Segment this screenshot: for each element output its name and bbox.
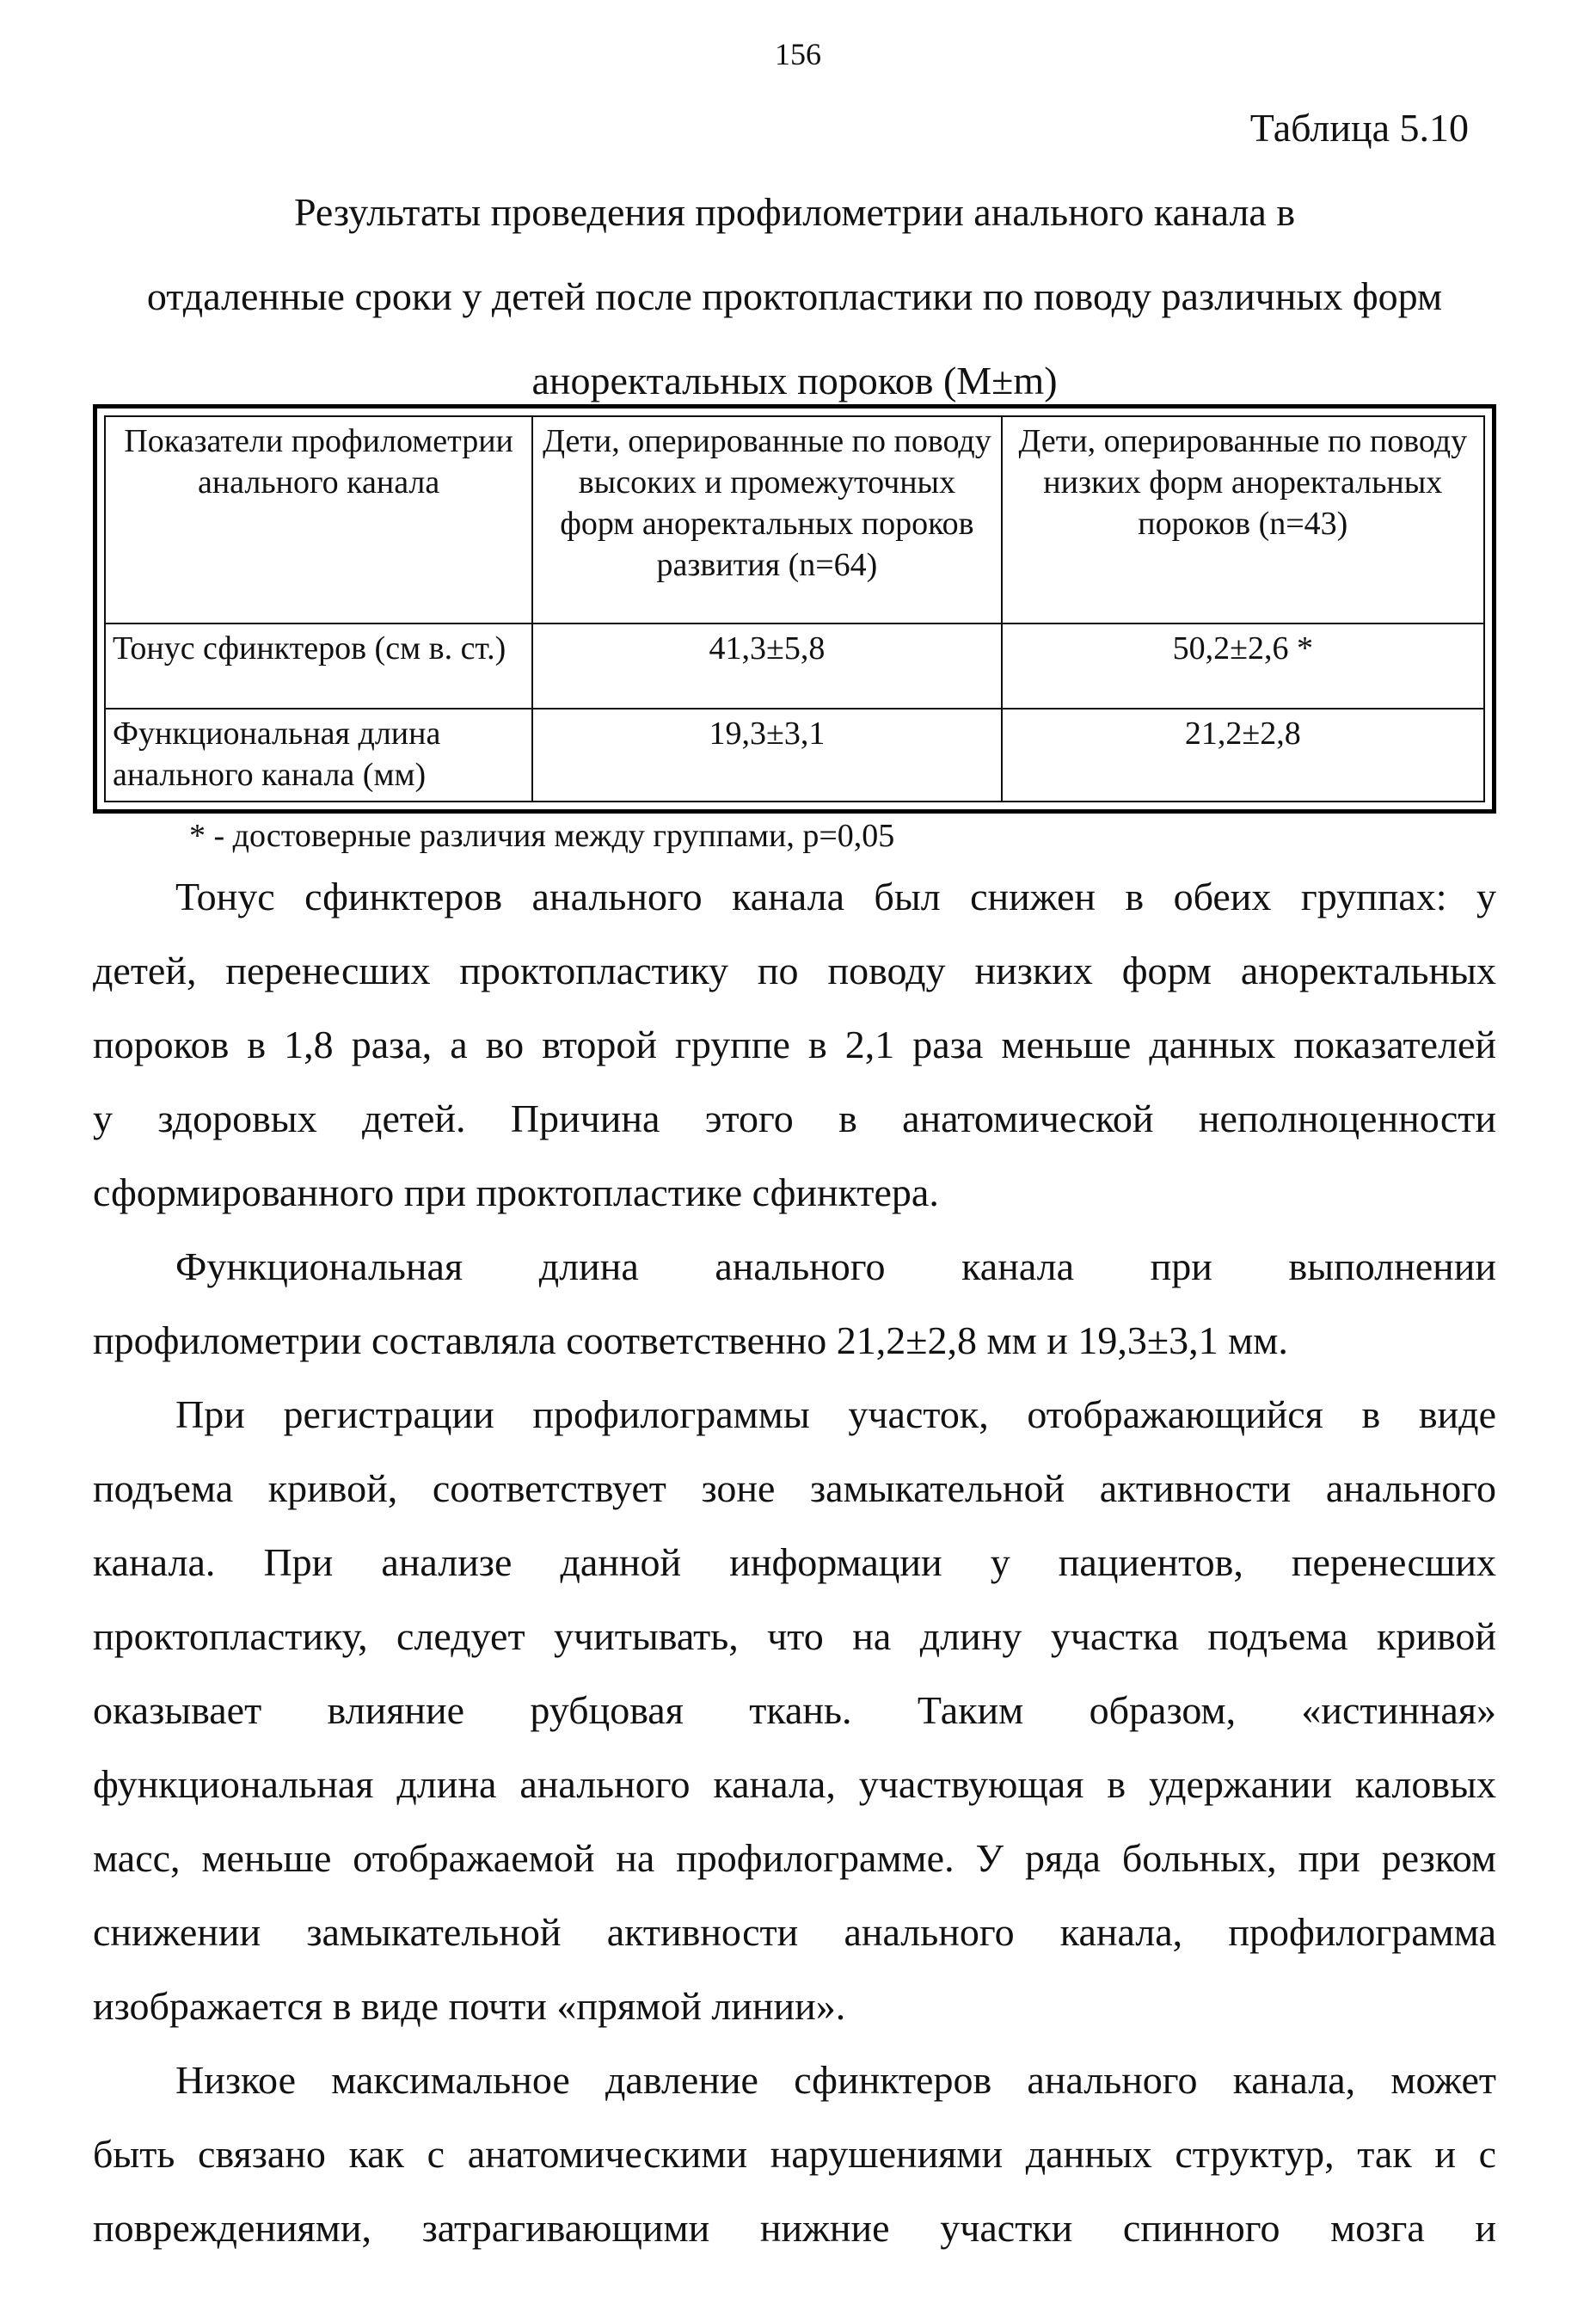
text-line: канала. При анализе данной информации у пациентов, перенесших xyxy=(93,1540,1496,1584)
results-table-frame xyxy=(93,404,1496,814)
text-line: снижении замыкательной активности анального канала, профилограмма xyxy=(93,1910,1496,1954)
row-label: Функциональная длина анального канала (мм) xyxy=(105,709,532,802)
paragraph xyxy=(93,860,1496,1230)
text-line: Тонус сфинктеров анального канала был снижен в обеих группах: у xyxy=(175,875,1496,918)
cell-high-value: 19,3±3,1 xyxy=(532,709,1001,802)
text-line: детей, перенесших проктопластику по поводу низких форм аноректальных xyxy=(93,949,1496,992)
text-line: изображается в виде почти «прямой линии». xyxy=(93,1984,846,2028)
table-header-row xyxy=(105,416,1484,624)
text-line: у здоровых детей. Причина этого в анатомической неполноценности xyxy=(93,1096,1496,1140)
title-line: аноректальных пороков (M±m) xyxy=(531,359,1058,402)
text-line: пороков в 1,8 раза, а во второй группе в 2,1 раза меньше данных показателей xyxy=(93,1023,1496,1066)
paragraph xyxy=(93,2043,1496,2265)
cell-low-value: 21,2±2,8 xyxy=(1002,709,1484,802)
header-indicators: Показатели профилометрии анального канала xyxy=(105,416,532,624)
header-low-forms: Дети, оперированные по поводу низких форм аноректальных пороков (n=43) xyxy=(1002,416,1484,624)
header-high-forms: Дети, оперированные по поводу высоких и промежуточных форм аноректальных пороков развития (n=64) xyxy=(532,416,1001,624)
table-row xyxy=(105,709,1484,802)
row-label: Тонус сфинктеров (см в. ст.) xyxy=(105,624,532,708)
text-line: функциональная длина анального канала, участвующая в удержании каловых xyxy=(93,1762,1496,1806)
table-title xyxy=(93,170,1496,423)
text-line: При регистрации профилограммы участок, отображающийся в виде xyxy=(175,1392,1496,1436)
text-line: Низкое максимальное давление сфинктеров анального канала, может xyxy=(175,2058,1496,2102)
text-line: проктопластику, следует учитывать, что на длину участка подъема кривой xyxy=(93,1614,1496,1658)
results-table xyxy=(104,415,1485,802)
text-line: масс, меньше отображаемой на профилограмме. У ряда больных, при резком xyxy=(93,1836,1496,1880)
cell-low-value: 50,2±2,6 * xyxy=(1002,624,1484,708)
page-number: 156 xyxy=(775,37,821,71)
text-line: подъема кривой, соответствует зоне замыкательной активности анального xyxy=(93,1466,1496,1510)
text-line: оказывает влияние рубцовая ткань. Таким образом, «истинная» xyxy=(93,1688,1496,1732)
table-label: Таблица 5.10 xyxy=(1249,106,1469,150)
body-text xyxy=(93,860,1496,2265)
text-line: сформированного при проктопластике сфинктера. xyxy=(93,1170,939,1214)
table-footnote: * - достоверные различия между группами, р=0,05 xyxy=(189,818,895,854)
title-line: отдаленные сроки у детей после проктопластики по поводу различных форм xyxy=(146,274,1443,318)
title-line: Результаты проведения профилометрии анального канала в xyxy=(293,190,1296,234)
paragraph xyxy=(93,1230,1496,1378)
text-line: Функциональная длина анального канала при выполнении xyxy=(175,1244,1496,1288)
cell-high-value: 41,3±5,8 xyxy=(532,624,1001,708)
text-line: повреждениями, затрагивающими нижние участки спинного мозга и xyxy=(93,2206,1496,2250)
text-line: быть связано как с анатомическими нарушениями данных структур, так и с xyxy=(93,2132,1496,2176)
text-line: профилометрии составляла соответственно 21,2±2,8 мм и 19,3±3,1 мм. xyxy=(93,1318,1288,1362)
paragraph xyxy=(93,1378,1496,2043)
table-row xyxy=(105,624,1484,708)
